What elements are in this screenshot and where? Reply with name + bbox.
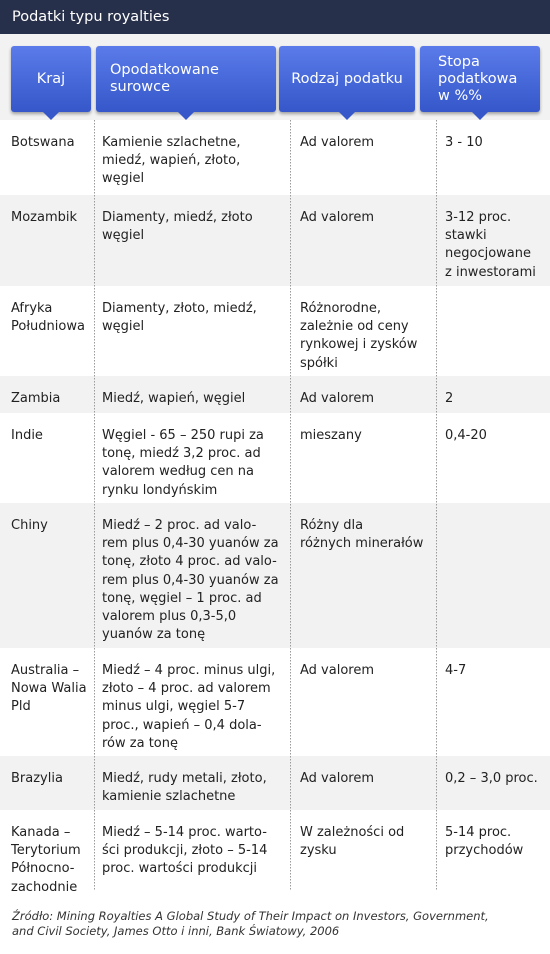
cell-rate: 2	[445, 391, 454, 406]
table-row	[0, 503, 550, 648]
cell-tax-type: Różnorodne, zależnie od ceny rynkowej i zysków spółki	[300, 301, 418, 371]
cell-tax-type: Ad valorem	[300, 210, 374, 225]
table-header	[0, 34, 550, 120]
table-row	[0, 195, 550, 286]
header-tax-rate-label: Stopa podatkowa w %%	[438, 53, 518, 104]
cell-resources: Diamenty, złoto, miedź, węgiel	[102, 301, 257, 335]
table-row	[0, 756, 550, 810]
header-tax-type	[279, 46, 415, 112]
cell-rate: 4-7	[445, 663, 467, 678]
cell-tax-type: Ad valorem	[300, 391, 374, 406]
table-row	[0, 413, 550, 503]
column-divider	[436, 120, 437, 890]
cell-tax-type: Różny dla różnych minerałów	[300, 518, 424, 552]
cell-country: Kanada – Terytorium Północno- zachodnie	[11, 825, 81, 895]
cell-country: Australia – Nowa Walia Pld	[11, 663, 87, 715]
cell-resources: Miedź – 4 proc. minus ulgi, złoto – 4 proc. ad valorem minus ulgi, węgiel 5-7 proc., wapień – 0,4 dola- rów za tonę	[102, 663, 276, 751]
cell-rate: 3 - 10	[445, 135, 483, 150]
cell-country: Botswana	[11, 135, 75, 150]
source-note: Źródło: Mining Royalties A Global Study of Their Impact on Investors, Government, and Civil Society, James Otto i inni, Bank Światowy, 2006	[12, 909, 489, 938]
table-row	[0, 286, 550, 376]
cell-tax-type: Ad valorem	[300, 135, 374, 150]
cell-rate: 0,2 – 3,0 proc.	[445, 771, 538, 786]
table-body	[0, 120, 550, 895]
header-country	[11, 46, 91, 112]
cell-resources: Diamenty, miedź, złoto węgiel	[102, 210, 253, 244]
cell-resources: Kamienie szlachetne, miedź, wapień, złoto, węgiel	[102, 135, 241, 187]
cell-country: Afryka Południowa	[11, 301, 85, 335]
cell-rate: 3-12 proc. stawki negocjowane z inwestorami	[445, 210, 536, 280]
table-row	[0, 120, 550, 195]
header-tax-type-label: Rodzaj podatku	[291, 70, 403, 87]
page-title: Podatki typu royalties	[0, 0, 550, 34]
cell-country: Brazylia	[11, 771, 63, 786]
header-resources	[96, 46, 276, 112]
cell-resources: Miedź, rudy metali, złoto, kamienie szlachetne	[102, 771, 267, 805]
cell-country: Zambia	[11, 391, 61, 406]
cell-country: Mozambik	[11, 210, 78, 225]
cell-resources: Miedź – 2 proc. ad valo- rem plus 0,4-30 yuanów za tonę, złoto 4 proc. ad valo- rem plus 0,4-30 yuanów za tonę, węgiel – 1 proc. ad valorem plus 0,3-5,0 yuanów za tonę	[102, 518, 279, 643]
cell-tax-type: mieszany	[300, 428, 362, 443]
cell-tax-type: W zależności od zysku	[300, 825, 405, 859]
table-row	[0, 810, 550, 895]
cell-country: Chiny	[11, 518, 48, 533]
column-divider	[94, 120, 95, 890]
header-resources-label: Opodatkowane surowce	[110, 62, 219, 95]
header-tax-rate	[420, 46, 540, 112]
cell-rate: 5-14 proc. przychodów	[445, 825, 524, 859]
cell-resources: Węgiel - 65 – 250 rupi za tonę, miedź 3,2 proc. ad valorem według cen na rynku londyńskim	[102, 428, 264, 498]
cell-resources: Miedź, wapień, węgiel	[102, 391, 246, 406]
cell-resources: Miedź – 5-14 proc. warto- ści produkcji, złoto – 5-14 proc. wartości produkcji	[102, 825, 268, 877]
cell-tax-type: Ad valorem	[300, 663, 374, 678]
cell-country: Indie	[11, 428, 43, 443]
cell-rate: 0,4-20	[445, 428, 487, 443]
column-divider	[290, 120, 291, 890]
header-country-label: Kraj	[36, 70, 66, 87]
cell-tax-type: Ad valorem	[300, 771, 374, 786]
table-row	[0, 648, 550, 756]
table-row	[0, 376, 550, 413]
